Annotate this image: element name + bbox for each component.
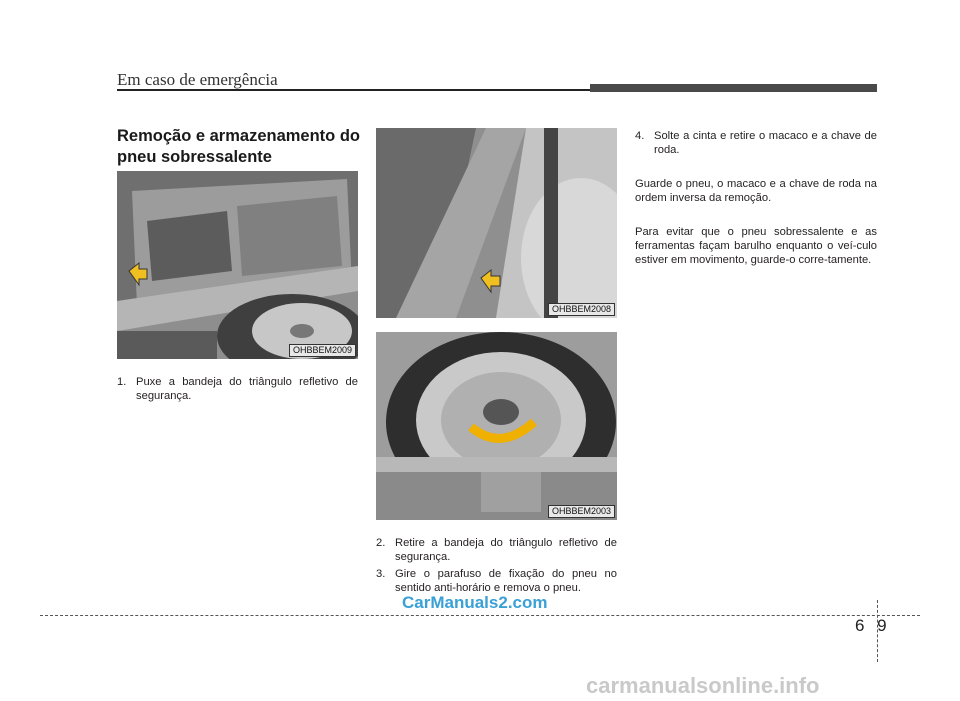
step-number: 2. (376, 537, 386, 549)
figure-spare-tire-bolt (376, 332, 617, 520)
figure-code: OHBBEM2003 (548, 505, 615, 518)
figure-illustration (117, 171, 358, 359)
paragraph-noise-warning: Para evitar que o pneu sobressalente e as ferramentas façam barulho enquanto o veí-culo estiver em movimento, guarde-o corre-tamente. (635, 226, 877, 266)
step-text: Puxe a bandeja do triângulo refletivo de segurança. (136, 376, 358, 402)
page-heading: Remoção e armazenamento do pneu sobressalente (117, 127, 360, 166)
step-number: 4. (635, 130, 645, 142)
footer-divider (40, 615, 920, 616)
section-title: Em caso de emergência (117, 70, 278, 89)
step-4 (635, 129, 877, 157)
figure-tray-removal (376, 128, 617, 318)
step-2 (376, 536, 617, 564)
watermark-bottom: carmanualsonline.info (586, 673, 820, 698)
step-1 (117, 375, 358, 403)
figure-code: OHBBEM2008 (548, 303, 615, 316)
step-number: 3. (376, 568, 386, 580)
header-rule (117, 89, 590, 91)
header-rule-accent (590, 84, 877, 92)
step-3 (376, 567, 617, 595)
step-text: Solte a cinta e retire o macaco e a chave de roda. (654, 130, 877, 156)
step-text: Retire a bandeja do triângulo refletivo de segurança. (395, 537, 617, 563)
figure-illustration (376, 332, 617, 520)
watermark-top: CarManuals2.com (402, 593, 548, 612)
figure-illustration (376, 128, 617, 318)
page-number: 6 9 (855, 616, 891, 635)
figure-triangle-tray-pull (117, 171, 358, 359)
step-text: Gire o parafuso de fixação do pneu no sentido anti-horário e remova o pneu. (395, 568, 617, 594)
step-number: 1. (117, 376, 127, 388)
paragraph-storage: Guarde o pneu, o macaco e a chave de roda na ordem inversa da remoção. (635, 178, 877, 204)
figure-code: OHBBEM2009 (289, 344, 356, 357)
